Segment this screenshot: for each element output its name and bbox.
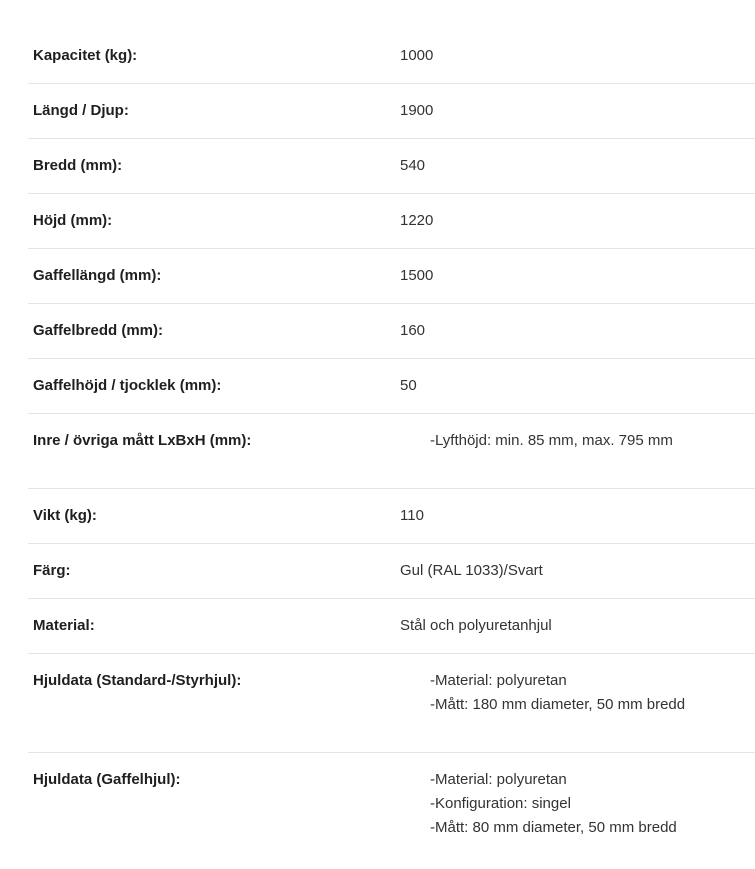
spec-row-gaffelbredd: [28, 304, 755, 359]
spec-value-list: [430, 669, 685, 717]
spec-row-material: [28, 599, 755, 654]
spec-value: 540: [400, 157, 426, 174]
spec-label: Kapacitet (kg):: [33, 47, 138, 64]
spec-row-vikt: [28, 489, 755, 544]
spec-table: [28, 29, 755, 852]
spec-value-list: [430, 768, 677, 840]
spec-label: Bredd (mm):: [33, 157, 123, 174]
spec-value: 110: [400, 507, 424, 524]
spec-value: Stål och polyuretanhjul: [400, 617, 552, 634]
spec-label: Hjuldata (Gaffelhjul):: [33, 771, 181, 788]
spec-list-item: -Material: polyuretan: [430, 771, 567, 788]
spec-row-langd: [28, 84, 755, 139]
spec-row-bredd: [28, 139, 755, 194]
spec-value: Gul (RAL 1033)/Svart: [400, 562, 543, 579]
spec-list-item: -Material: polyuretan: [430, 672, 567, 689]
spec-row-gaffelhojd: [28, 359, 755, 414]
spec-row-hojd: [28, 194, 755, 249]
spec-label: Hjuldata (Standard-/Styrhjul):: [33, 672, 242, 689]
spec-label: Material:: [33, 617, 95, 634]
spec-label: Gaffellängd (mm):: [33, 267, 162, 284]
spec-row-gaffellangd: [28, 249, 755, 304]
spec-row-kapacitet: [28, 29, 755, 84]
spec-value: 1900: [400, 102, 434, 119]
spec-label: Höjd (mm):: [33, 212, 113, 229]
spec-label: Gaffelhöjd / tjocklek (mm):: [33, 377, 222, 394]
spec-row-farg: [28, 544, 755, 599]
spec-list-item: -Mått: 80 mm diameter, 50 mm bredd: [430, 819, 677, 836]
spec-row-hjuldata-standard: [28, 654, 755, 753]
spec-row-inre-matt: [28, 414, 755, 489]
spec-label: Vikt (kg):: [33, 507, 97, 524]
spec-value: 160: [400, 322, 426, 339]
spec-label: Inre / övriga mått LxBxH (mm):: [33, 432, 252, 449]
spec-value: 1220: [400, 212, 434, 229]
spec-list-item: -Mått: 180 mm diameter, 50 mm bredd: [430, 696, 686, 713]
spec-label: Längd / Djup:: [33, 102, 129, 119]
spec-row-hjuldata-gaffel: [28, 753, 755, 852]
spec-value: 50: [400, 377, 417, 394]
spec-list-item: -Konfiguration: singel: [430, 795, 571, 812]
spec-label: Färg:: [33, 562, 71, 579]
spec-label: Gaffelbredd (mm):: [33, 322, 164, 339]
spec-value-list: [430, 429, 673, 453]
spec-list-item: -Lyfthöjd: min. 85 mm, max. 795 mm: [430, 432, 673, 449]
spec-value: 1500: [400, 267, 434, 284]
spec-value: 1000: [400, 47, 434, 64]
